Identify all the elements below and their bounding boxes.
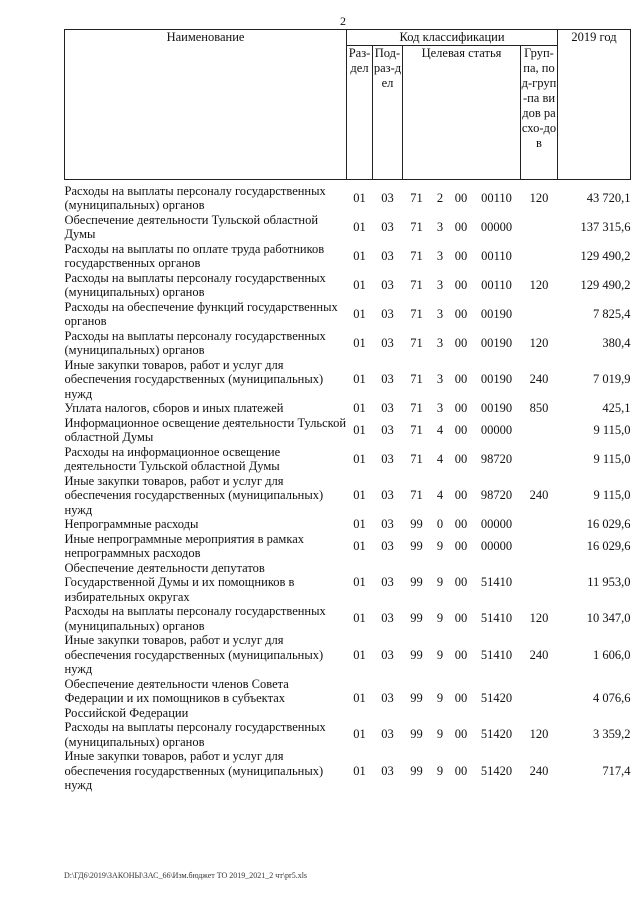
row-expense-group: 120 <box>529 335 549 350</box>
row-name: Обеспечение деятельности членов Совета Федерации и их помощников в субъектах Российской Федерации <box>64 676 289 720</box>
row-target-program: 99 <box>410 691 423 705</box>
row-subsection: 03 <box>381 575 394 589</box>
row-target-subprogram: 2 <box>436 190 444 205</box>
row-section: 01 <box>353 306 366 321</box>
row-target-direction: 00 <box>454 277 468 292</box>
row-target-direction: 00 <box>454 372 468 386</box>
row-name: Расходы на выплаты персоналу государственных (муниципальных) органов <box>64 270 326 299</box>
row-target-direction: 00 <box>454 611 468 626</box>
row-target-program: 99 <box>410 517 423 531</box>
row-target-subprogram: 3 <box>436 306 444 321</box>
header-year: 2019 год <box>558 30 631 180</box>
table-row <box>65 271 631 300</box>
table-row <box>65 474 631 518</box>
row-section: 01 <box>353 190 366 205</box>
row-amount: 717,4 <box>602 763 631 778</box>
row-expense-group <box>521 517 558 532</box>
row-expense-group: 120 <box>529 611 549 626</box>
row-section: 01 <box>353 451 366 466</box>
header-subsection: Под-раз-дел <box>373 45 403 179</box>
row-name: Расходы на выплаты персоналу государственных (муниципальных) органов <box>64 328 326 357</box>
row-subsection: 03 <box>381 727 394 742</box>
table-row <box>65 445 631 474</box>
row-section: 01 <box>353 488 366 502</box>
budget-table <box>64 29 631 793</box>
table-row <box>65 242 631 271</box>
row-target-direction: 00 <box>454 306 468 321</box>
row-target-code: 51410 <box>480 647 513 662</box>
row-target-subprogram: 9 <box>436 538 444 553</box>
row-target-program: 99 <box>410 538 423 553</box>
row-subsection: 03 <box>381 611 394 626</box>
row-target-program: 99 <box>410 575 423 589</box>
row-target-code: 51410 <box>480 575 513 589</box>
row-target-direction: 00 <box>454 575 468 589</box>
file-path-footer: D:\ГД6\2019\ЗАКОНЫ\ЗАС_66\Изм.бюджет ТО 2019_2021_2 чт\pr5.xls <box>64 871 308 880</box>
row-target-direction: 00 <box>454 422 468 437</box>
row-target-direction: 00 <box>454 335 468 350</box>
row-name: Расходы на выплаты персоналу государственных (муниципальных) органов <box>64 720 326 749</box>
table-row <box>65 532 631 561</box>
row-section: 01 <box>353 401 366 415</box>
row-target-program: 71 <box>410 248 423 263</box>
table-row <box>65 561 631 605</box>
row-target-direction: 00 <box>454 401 468 415</box>
row-amount: 9 115,0 <box>593 422 631 437</box>
row-expense-group: 240 <box>529 488 549 502</box>
row-target-direction: 00 <box>454 248 468 263</box>
row-target-program: 71 <box>410 306 423 321</box>
row-target-direction: 00 <box>454 691 468 705</box>
row-name: Непрограммные расходы <box>64 517 199 531</box>
row-target-program: 99 <box>410 727 423 742</box>
row-amount: 7 825,4 <box>593 306 631 321</box>
row-target-subprogram: 4 <box>436 422 444 437</box>
row-expense-group: 240 <box>529 763 549 778</box>
row-name: Уплата налогов, сборов и иных платежей <box>64 401 284 415</box>
row-subsection: 03 <box>381 488 394 502</box>
row-target-program: 99 <box>410 647 423 662</box>
row-expense-group <box>521 242 558 271</box>
row-expense-group: 240 <box>529 647 549 662</box>
row-target-subprogram: 4 <box>436 451 444 466</box>
table-row <box>65 604 631 633</box>
row-target-program: 71 <box>410 277 423 292</box>
row-section: 01 <box>353 372 366 386</box>
row-section: 01 <box>353 538 366 553</box>
table-row <box>65 300 631 329</box>
row-target-code: 51420 <box>480 763 513 778</box>
table-row <box>65 749 631 793</box>
row-target-subprogram: 3 <box>436 372 444 386</box>
row-target-subprogram: 9 <box>436 647 444 662</box>
table-row <box>65 213 631 242</box>
page-number: 2 <box>340 14 346 28</box>
row-target-program: 71 <box>410 219 423 234</box>
row-target-program: 99 <box>410 763 423 778</box>
row-target-subprogram: 4 <box>436 488 444 502</box>
row-target-code: 00190 <box>480 372 513 386</box>
row-name: Обеспечение деятельности Тульской областной Думы <box>64 212 319 241</box>
row-expense-group <box>521 213 558 242</box>
row-expense-group: 120 <box>529 277 549 292</box>
row-target-direction: 00 <box>454 763 468 778</box>
row-amount: 4 076,6 <box>593 691 631 705</box>
row-amount: 9 115,0 <box>593 488 631 502</box>
row-subsection: 03 <box>381 763 394 778</box>
row-name: Иные закупки товаров, работ и услуг для обеспечения государственных (муниципальных) нужд <box>64 633 324 676</box>
row-target-direction: 00 <box>454 451 468 466</box>
row-name: Расходы на обеспечение функций государственных органов <box>64 299 338 328</box>
table-row <box>65 179 631 213</box>
row-section: 01 <box>353 727 366 742</box>
row-target-subprogram: 9 <box>436 763 444 778</box>
row-name: Иные непрограммные мероприятия в рамках непрограммных расходов <box>64 531 305 560</box>
row-target-code: 00000 <box>480 219 513 234</box>
row-target-code: 00190 <box>480 306 513 321</box>
row-expense-group <box>521 445 558 474</box>
row-amount: 7 019,9 <box>593 372 631 386</box>
row-expense-group: 240 <box>529 372 549 386</box>
row-subsection: 03 <box>381 248 394 263</box>
table-row <box>65 720 631 749</box>
row-expense-group <box>521 532 558 561</box>
table-row <box>65 329 631 358</box>
row-target-program: 71 <box>410 335 423 350</box>
row-target-subprogram: 9 <box>436 691 444 705</box>
row-target-code: 00190 <box>480 335 513 350</box>
row-target-code: 00110 <box>481 190 512 205</box>
row-target-subprogram: 9 <box>436 575 444 589</box>
row-target-program: 71 <box>410 422 423 437</box>
row-expense-group: 850 <box>529 401 549 415</box>
row-target-subprogram: 3 <box>436 277 444 292</box>
row-name: Расходы на выплаты персоналу государственных (муниципальных) органов <box>64 183 326 212</box>
row-amount: 16 029,6 <box>586 538 631 553</box>
row-target-code: 00110 <box>481 248 512 263</box>
row-target-program: 71 <box>410 190 423 205</box>
row-subsection: 03 <box>381 451 394 466</box>
table-row <box>65 358 631 402</box>
row-amount: 380,4 <box>602 335 631 350</box>
row-amount: 43 720,1 <box>586 190 631 205</box>
row-target-program: 71 <box>410 488 423 502</box>
row-section: 01 <box>353 611 366 626</box>
row-amount: 9 115,0 <box>593 451 631 466</box>
header-target-article: Целевая статья <box>403 45 521 179</box>
row-name: Обеспечение деятельности депутатов Государственной Думы и их помощников в избирательных округах <box>64 560 295 604</box>
row-target-program: 71 <box>410 372 423 386</box>
row-expense-group <box>521 416 558 445</box>
row-target-program: 99 <box>410 611 423 626</box>
row-amount: 3 359,2 <box>593 727 631 742</box>
row-target-code: 00000 <box>480 538 513 553</box>
row-target-direction: 00 <box>454 219 468 234</box>
row-target-code: 00190 <box>480 401 513 415</box>
row-target-code: 51420 <box>480 727 513 742</box>
row-amount: 1 606,0 <box>593 647 631 662</box>
header-section: Раз-дел <box>347 45 373 179</box>
row-subsection: 03 <box>381 647 394 662</box>
table-row <box>65 416 631 445</box>
row-expense-group: 120 <box>529 727 549 742</box>
row-amount: 137 315,6 <box>580 219 631 234</box>
row-section: 01 <box>353 335 366 350</box>
row-target-code: 51410 <box>480 611 513 626</box>
row-target-subprogram: 0 <box>436 517 444 531</box>
row-subsection: 03 <box>381 538 394 553</box>
row-expense-group <box>521 300 558 329</box>
row-target-subprogram: 3 <box>436 335 444 350</box>
row-target-direction: 00 <box>454 190 468 205</box>
row-section: 01 <box>353 219 366 234</box>
row-target-program: 71 <box>410 451 423 466</box>
row-section: 01 <box>353 248 366 263</box>
row-section: 01 <box>353 422 366 437</box>
row-subsection: 03 <box>381 190 394 205</box>
row-section: 01 <box>353 647 366 662</box>
table-row <box>65 677 631 721</box>
row-target-subprogram: 3 <box>436 401 444 415</box>
row-amount: 129 490,2 <box>580 277 631 292</box>
row-amount: 425,1 <box>602 401 631 415</box>
row-subsection: 03 <box>381 691 394 705</box>
row-target-direction: 00 <box>454 488 468 502</box>
row-subsection: 03 <box>381 219 394 234</box>
table-row <box>65 517 631 532</box>
row-target-code: 51420 <box>480 691 513 705</box>
row-amount: 129 490,2 <box>580 248 631 263</box>
row-subsection: 03 <box>381 401 394 415</box>
row-target-direction: 00 <box>454 538 468 553</box>
row-target-subprogram: 3 <box>436 248 444 263</box>
row-name: Иные закупки товаров, работ и услуг для обеспечения государственных (муниципальных) нужд <box>64 473 324 517</box>
row-subsection: 03 <box>381 306 394 321</box>
row-target-code: 98720 <box>480 488 513 502</box>
row-target-code: 00110 <box>481 277 512 292</box>
row-target-code: 98720 <box>480 451 513 466</box>
row-subsection: 03 <box>381 277 394 292</box>
row-name: Расходы на информационное освещение деятельности Тульской областной Думы <box>64 444 281 473</box>
row-target-code: 00000 <box>480 422 513 437</box>
row-target-subprogram: 3 <box>436 219 444 234</box>
row-expense-group <box>521 561 558 605</box>
row-subsection: 03 <box>381 335 394 350</box>
row-subsection: 03 <box>381 372 394 386</box>
header-classification: Код классификации <box>347 30 558 46</box>
header-name: Наименование <box>65 30 347 180</box>
row-expense-group: 120 <box>529 190 549 205</box>
row-target-subprogram: 9 <box>436 727 444 742</box>
header-expense-group: Груп-па, под-груп-па видов расхо-дов <box>521 45 558 179</box>
row-target-direction: 00 <box>454 727 468 742</box>
table-body <box>65 179 631 793</box>
row-name: Расходы на выплаты персоналу государственных (муниципальных) органов <box>64 604 326 633</box>
row-section: 01 <box>353 517 366 531</box>
row-section: 01 <box>353 277 366 292</box>
row-target-subprogram: 9 <box>436 611 444 626</box>
row-target-code: 00000 <box>480 517 513 531</box>
row-section: 01 <box>353 575 366 589</box>
row-name: Информационное освещение деятельности Тульской областной Думы <box>64 415 347 444</box>
row-section: 01 <box>353 691 366 705</box>
row-target-program: 71 <box>410 401 423 415</box>
row-target-direction: 00 <box>454 517 468 531</box>
row-expense-group <box>521 677 558 721</box>
row-name: Расходы на выплаты по оплате труда работников государственных органов <box>64 241 325 270</box>
row-subsection: 03 <box>381 517 394 531</box>
row-section: 01 <box>353 763 366 778</box>
row-name: Иные закупки товаров, работ и услуг для обеспечения государственных (муниципальных) нужд <box>64 357 324 401</box>
row-name: Иные закупки товаров, работ и услуг для обеспечения государственных (муниципальных) нужд <box>64 749 324 792</box>
table-row <box>65 401 631 416</box>
table-row <box>65 633 631 677</box>
table-header <box>65 30 631 180</box>
row-subsection: 03 <box>381 422 394 437</box>
row-target-direction: 00 <box>454 647 468 662</box>
row-amount: 16 029,6 <box>586 517 631 531</box>
row-amount: 11 953,0 <box>587 575 631 589</box>
row-amount: 10 347,0 <box>586 611 631 626</box>
